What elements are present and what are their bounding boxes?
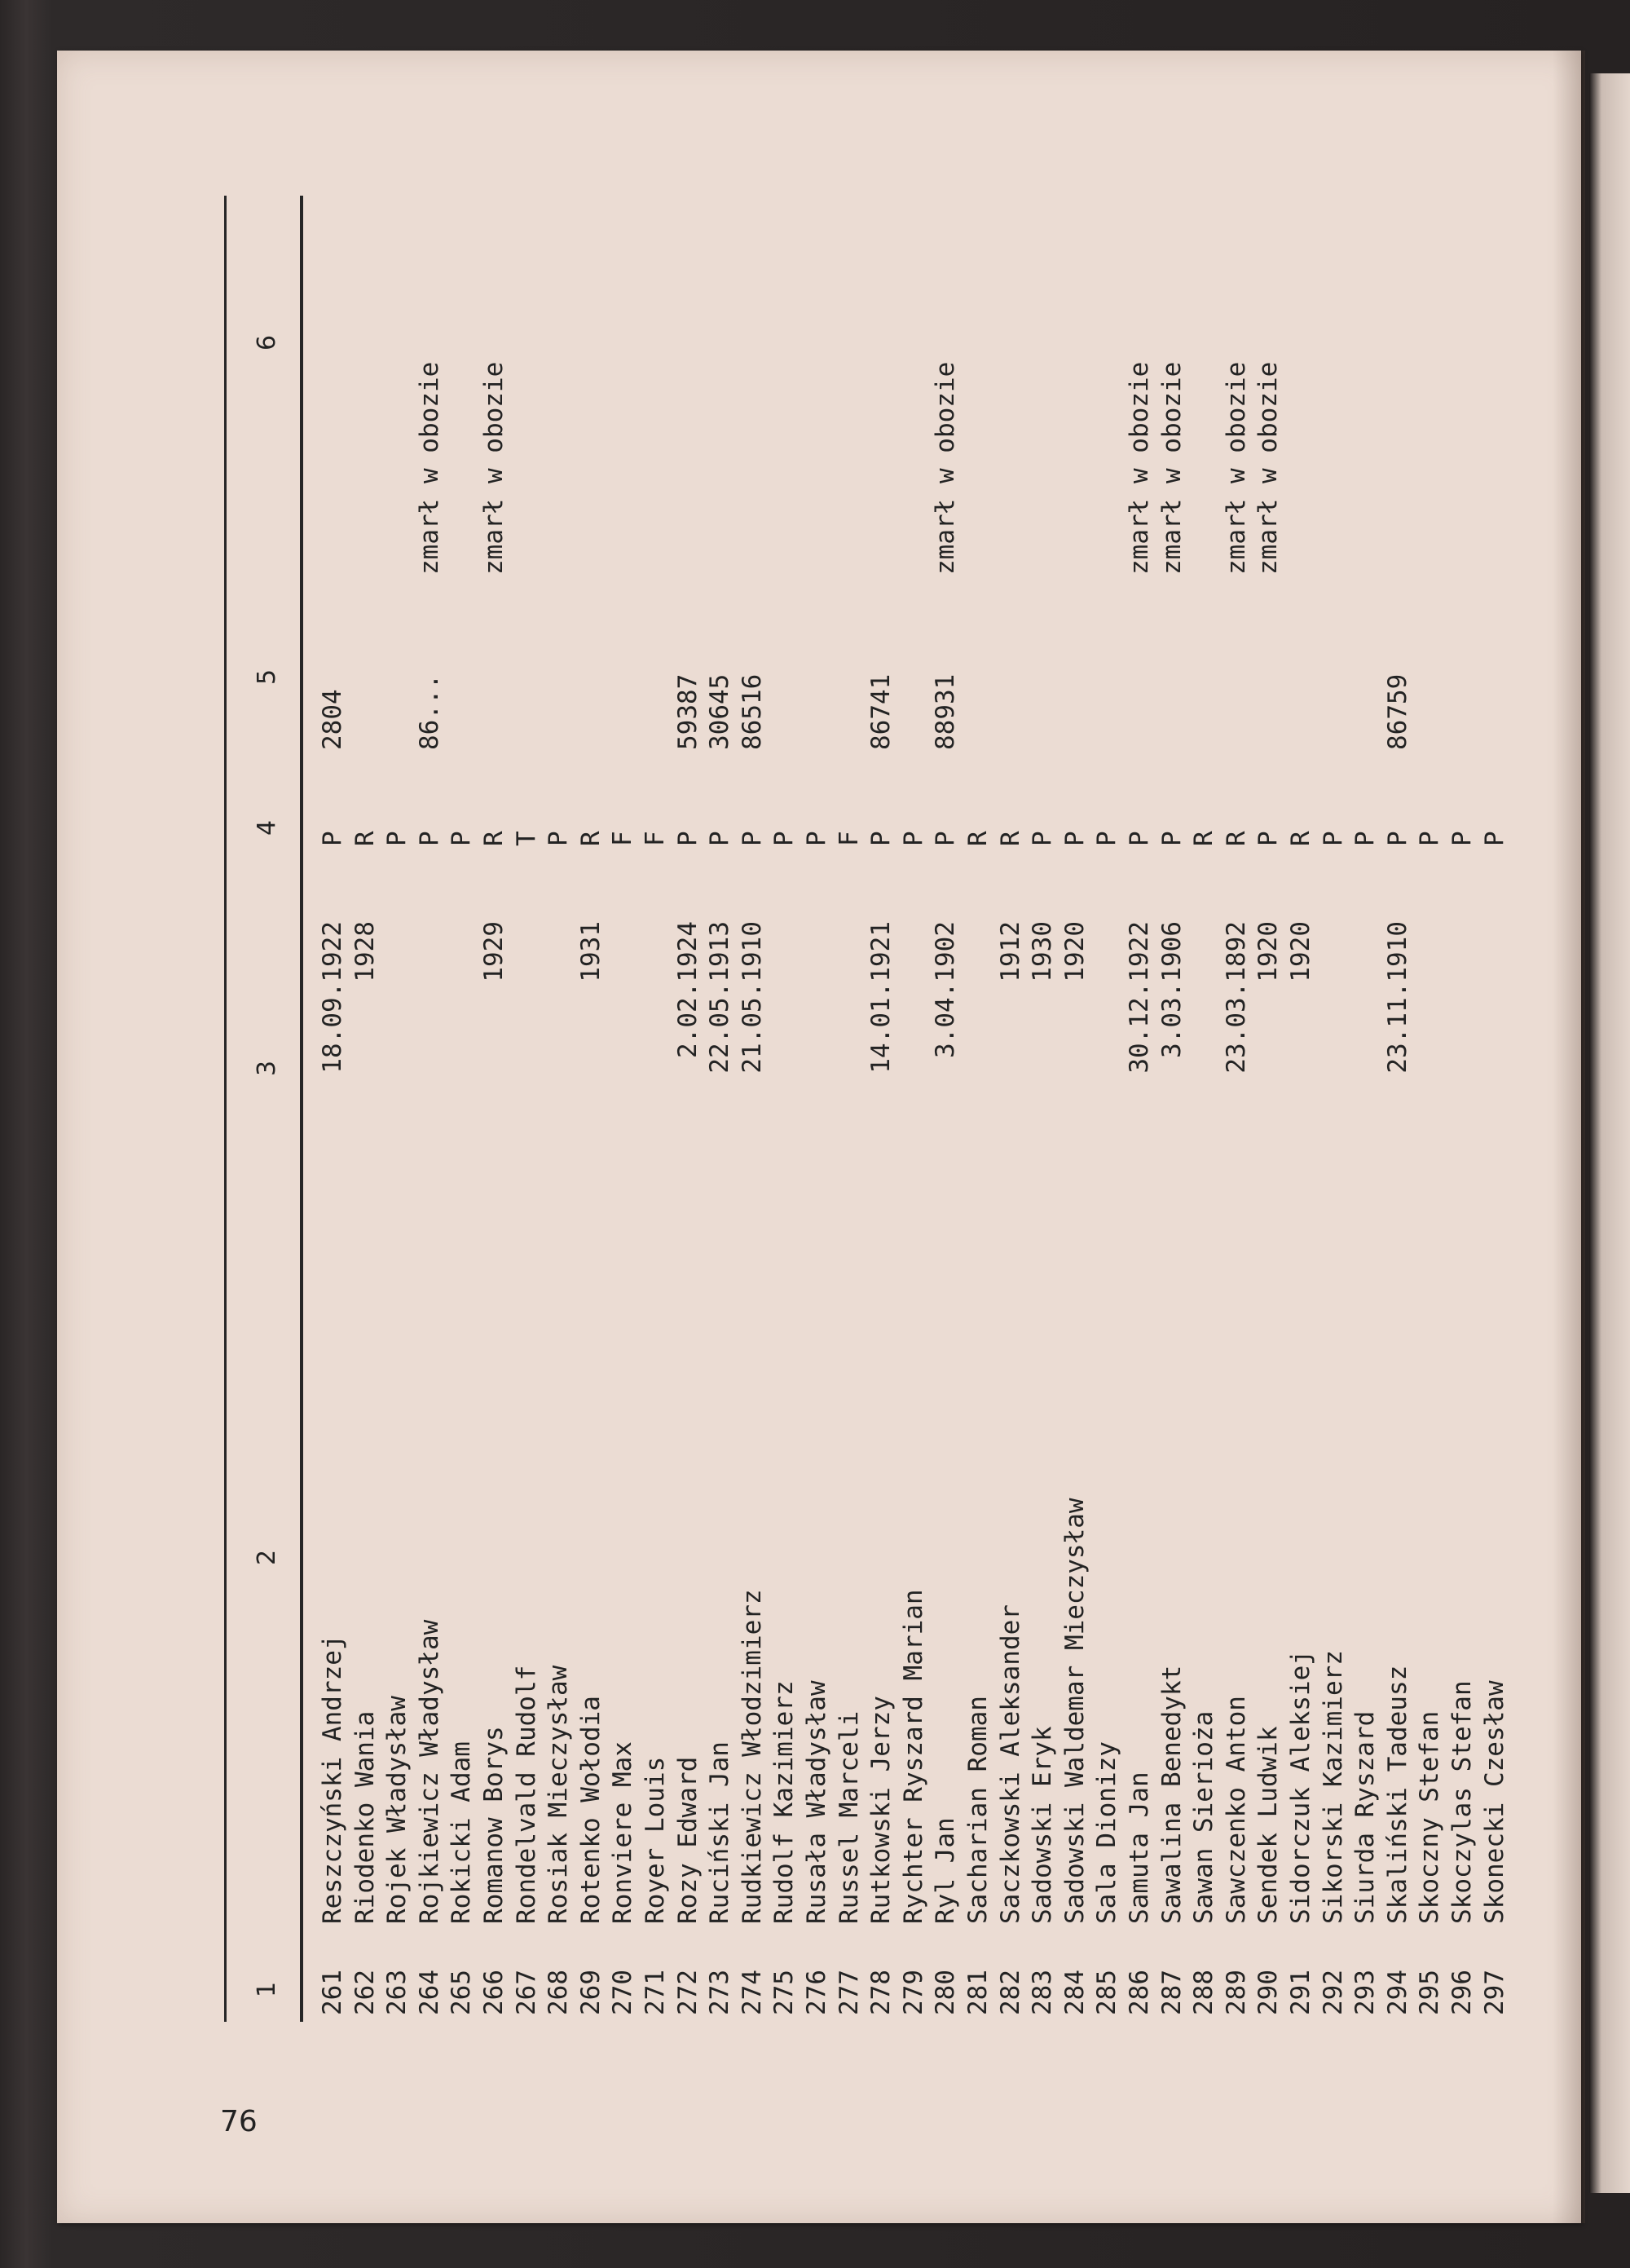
table-row — [1157, 196, 1187, 2022]
person-name: Rutkowski Jerzy — [866, 1696, 896, 1924]
nationality-code: R — [479, 831, 509, 846]
person-name: Samuta Jan — [1125, 1772, 1154, 1924]
nationality-code: P — [737, 831, 767, 846]
nationality-code: P — [447, 831, 477, 846]
person-name: Rondelvald Rudolf — [511, 1665, 541, 1924]
table-header-rule — [300, 196, 303, 2022]
nationality-code: P — [672, 831, 703, 846]
row-number: 268 — [544, 1970, 574, 2015]
birth-date: 1920 — [1253, 921, 1284, 982]
person-name: Sendek Ludwik — [1253, 1726, 1284, 1924]
row-number: 264 — [414, 1970, 444, 2015]
birth-date: 22.05.1913 — [705, 921, 735, 1074]
table-row — [479, 196, 509, 2022]
person-name: Siurda Ryszard — [1350, 1710, 1381, 1924]
remarks: zmarł w obozie — [1156, 361, 1187, 575]
person-name: Rychter Ryszard Marian — [898, 1589, 928, 1924]
person-name: Skaliński Tadeusz — [1382, 1665, 1412, 1924]
nationality-code: P — [931, 831, 961, 846]
nationality-code: P — [1479, 831, 1509, 846]
remarks: zmarł w obozie — [1221, 361, 1251, 575]
person-name: Rotenko Wołodia — [575, 1696, 606, 1924]
person-name: Russel Marceli — [834, 1710, 864, 1924]
row-number: 271 — [641, 1970, 670, 2015]
person-name: Rozy Edward — [672, 1756, 703, 1924]
row-number: 284 — [1060, 1970, 1090, 2015]
nationality-code: P — [318, 831, 347, 846]
nationality-code: P — [1125, 831, 1154, 846]
camp-number: 2804 — [318, 689, 347, 750]
nationality-code: P — [382, 831, 412, 846]
nationality-code: P — [866, 831, 896, 846]
binding-fold-shadow — [1553, 51, 1585, 2223]
person-name: Ryl Jan — [931, 1817, 961, 1924]
nationality-code: P — [802, 831, 831, 846]
person-name: Rudkiewicz Włodzimierz — [737, 1589, 767, 1924]
nationality-code: P — [898, 831, 928, 846]
birth-date: 23.11.1910 — [1382, 921, 1412, 1074]
table-row — [931, 196, 960, 2022]
row-number: 266 — [479, 1970, 509, 2015]
row-number: 287 — [1156, 1970, 1187, 2015]
table-row — [1350, 196, 1380, 2022]
table-top-rule — [224, 196, 227, 2022]
row-number: 288 — [1189, 1970, 1219, 2015]
person-name: Rudolf Kazimierz — [769, 1680, 800, 1924]
row-number: 295 — [1415, 1970, 1445, 2015]
birth-date: 1920 — [1286, 921, 1315, 982]
person-name: Ruciński Jan — [705, 1741, 735, 1924]
table-row — [1480, 196, 1509, 2022]
person-name: Rusała Władysław — [802, 1680, 831, 1924]
nationality-code: P — [705, 831, 735, 846]
nationality-code: P — [769, 831, 800, 846]
row-number: 292 — [1318, 1970, 1348, 2015]
column-header-4: 4 — [253, 819, 281, 836]
table-row — [802, 196, 831, 2022]
person-name: Skoczylas Stefan — [1447, 1680, 1477, 1924]
row-number: 267 — [511, 1970, 541, 2015]
row-number: 291 — [1286, 1970, 1315, 2015]
nationality-code: P — [1156, 831, 1187, 846]
camp-number: 86759 — [1382, 673, 1412, 750]
birth-date: 3.04.1902 — [931, 921, 961, 1058]
camp-number: 86516 — [737, 673, 767, 750]
row-number: 279 — [898, 1970, 928, 2015]
person-name: Sidorczuk Aleksiej — [1286, 1650, 1315, 1924]
facing-page-edge — [1589, 73, 1630, 2193]
register-table — [220, 196, 1516, 2022]
birth-date: 1920 — [1060, 921, 1090, 982]
camp-number: 86741 — [866, 673, 896, 750]
person-name: Reszczyński Andrzej — [318, 1635, 347, 1924]
remarks: zmarł w obozie — [479, 361, 509, 575]
row-number: 281 — [963, 1970, 993, 2015]
row-number: 270 — [608, 1970, 638, 2015]
table-row — [1319, 196, 1348, 2022]
nationality-code: P — [1415, 831, 1445, 846]
nationality-code: R — [963, 831, 993, 846]
row-number: 269 — [575, 1970, 606, 2015]
table-row — [1415, 196, 1444, 2022]
camp-number: 86... — [414, 673, 444, 750]
birth-date: 1931 — [575, 921, 606, 982]
camp-number: 30645 — [705, 673, 735, 750]
camp-number: 88931 — [931, 673, 961, 750]
person-name: Skoczny Stefan — [1415, 1710, 1445, 1924]
table-row — [447, 196, 476, 2022]
table-row — [899, 196, 928, 2022]
page-number: 76 — [220, 2105, 258, 2138]
birth-date: 30.12.1922 — [1125, 921, 1154, 1074]
table-row — [963, 196, 993, 2022]
table-row — [866, 196, 896, 2022]
row-number: 261 — [318, 1970, 347, 2015]
person-name: Skonecki Czesław — [1479, 1680, 1509, 1924]
row-number: 290 — [1253, 1970, 1284, 2015]
table-row — [1286, 196, 1315, 2022]
birth-date: 1929 — [479, 921, 509, 982]
column-header-6: 6 — [253, 334, 281, 351]
nationality-code: P — [1092, 831, 1122, 846]
birth-date: 21.05.1910 — [737, 921, 767, 1074]
row-number: 277 — [834, 1970, 864, 2015]
person-name: Romanow Borys — [479, 1726, 509, 1924]
table-row — [415, 196, 444, 2022]
row-number: 297 — [1479, 1970, 1509, 2015]
table-row — [576, 196, 606, 2022]
row-number: 285 — [1092, 1970, 1122, 2015]
table-row — [1222, 196, 1251, 2022]
row-number: 276 — [802, 1970, 831, 2015]
birth-date: 3.03.1906 — [1156, 921, 1187, 1058]
row-number: 289 — [1221, 1970, 1251, 2015]
row-number: 262 — [350, 1970, 380, 2015]
person-name: Sawczenko Anton — [1221, 1696, 1251, 1924]
nationality-code: T — [511, 831, 541, 846]
table-row — [608, 196, 637, 2022]
row-number: 278 — [866, 1970, 896, 2015]
row-number: 274 — [737, 1970, 767, 2015]
nationality-code: R — [1189, 831, 1219, 846]
nationality-code: P — [1028, 831, 1058, 846]
remarks: zmarł w obozie — [414, 361, 444, 575]
row-number: 263 — [382, 1970, 412, 2015]
table-row — [1028, 196, 1057, 2022]
nationality-code: R — [995, 831, 1025, 846]
table-row — [318, 196, 347, 2022]
row-number: 280 — [931, 1970, 961, 2015]
table-row — [996, 196, 1025, 2022]
birth-date: 23.03.1892 — [1221, 921, 1251, 1074]
row-number: 273 — [705, 1970, 735, 2015]
camp-number: 59387 — [672, 673, 703, 750]
row-number: 296 — [1447, 1970, 1477, 2015]
person-name: Sadowski Waldemar Mieczysław — [1060, 1498, 1090, 1924]
nationality-code: R — [575, 831, 606, 846]
row-number: 275 — [769, 1970, 800, 2015]
table-row — [1092, 196, 1121, 2022]
table-row — [1383, 196, 1412, 2022]
person-name: Ronviere Max — [608, 1741, 638, 1924]
remarks: zmarł w obozie — [931, 361, 961, 575]
remarks: zmarł w obozie — [1253, 361, 1284, 575]
nationality-code: P — [1318, 831, 1348, 846]
nationality-code: R — [350, 831, 380, 846]
nationality-code: R — [1286, 831, 1315, 846]
nationality-code: P — [544, 831, 574, 846]
nationality-code: R — [1221, 831, 1251, 846]
nationality-code: P — [1350, 831, 1381, 846]
person-name: Saczkowski Aleksander — [995, 1604, 1025, 1924]
table-row — [1447, 196, 1477, 2022]
person-name: Royer Louis — [641, 1756, 670, 1924]
nationality-code: P — [1253, 831, 1284, 846]
person-name: Sawalina Benedykt — [1156, 1665, 1187, 1924]
person-name: Riodenko Wania — [350, 1710, 380, 1924]
table-row — [705, 196, 734, 2022]
table-row — [512, 196, 541, 2022]
column-header-1: 1 — [253, 1981, 281, 1997]
birth-date: 18.09.1922 — [318, 921, 347, 1074]
person-name: Sikorski Kazimierz — [1318, 1650, 1348, 1924]
nationality-code: P — [1382, 831, 1412, 846]
row-number: 293 — [1350, 1970, 1381, 2015]
person-name: Sacharian Roman — [963, 1696, 993, 1924]
table-row — [1253, 196, 1283, 2022]
nationality-code: F — [641, 831, 670, 846]
row-number: 265 — [447, 1970, 477, 2015]
table-row — [673, 196, 703, 2022]
nationality-code: F — [834, 831, 864, 846]
column-header-2: 2 — [253, 1549, 281, 1565]
row-number: 272 — [672, 1970, 703, 2015]
column-header-5: 5 — [253, 668, 281, 685]
table-row — [1125, 196, 1154, 2022]
nationality-code: P — [1447, 831, 1477, 846]
person-name: Rosiak Mieczysław — [544, 1665, 574, 1924]
table-row — [835, 196, 864, 2022]
person-name: Sadowski Eryk — [1028, 1726, 1058, 1924]
table-row — [350, 196, 380, 2022]
table-row — [382, 196, 412, 2022]
row-number: 294 — [1382, 1970, 1412, 2015]
table-row — [641, 196, 670, 2022]
person-name: Rojkiewicz Władysław — [414, 1619, 444, 1924]
birth-date: 2.02.1924 — [672, 921, 703, 1058]
column-header-3: 3 — [253, 1060, 281, 1076]
table-row — [1189, 196, 1218, 2022]
row-number: 286 — [1125, 1970, 1154, 2015]
table-row — [738, 196, 767, 2022]
nationality-code: P — [414, 831, 444, 846]
row-number: 283 — [1028, 1970, 1058, 2015]
birth-date: 1928 — [350, 921, 380, 982]
person-name: Rojek Władysław — [382, 1696, 412, 1924]
table-row — [544, 196, 573, 2022]
nationality-code: F — [608, 831, 638, 846]
birth-date: 1930 — [1028, 921, 1058, 982]
nationality-code: P — [1060, 831, 1090, 846]
row-number: 282 — [995, 1970, 1025, 2015]
table-row — [769, 196, 799, 2022]
birth-date: 14.01.1921 — [866, 921, 896, 1074]
person-name: Rokicki Adam — [447, 1741, 477, 1924]
remarks: zmarł w obozie — [1125, 361, 1154, 575]
person-name: Sawan Sierioża — [1189, 1710, 1219, 1924]
person-name: Sala Dionizy — [1092, 1741, 1122, 1924]
birth-date: 1912 — [995, 921, 1025, 982]
table-row — [1060, 196, 1090, 2022]
